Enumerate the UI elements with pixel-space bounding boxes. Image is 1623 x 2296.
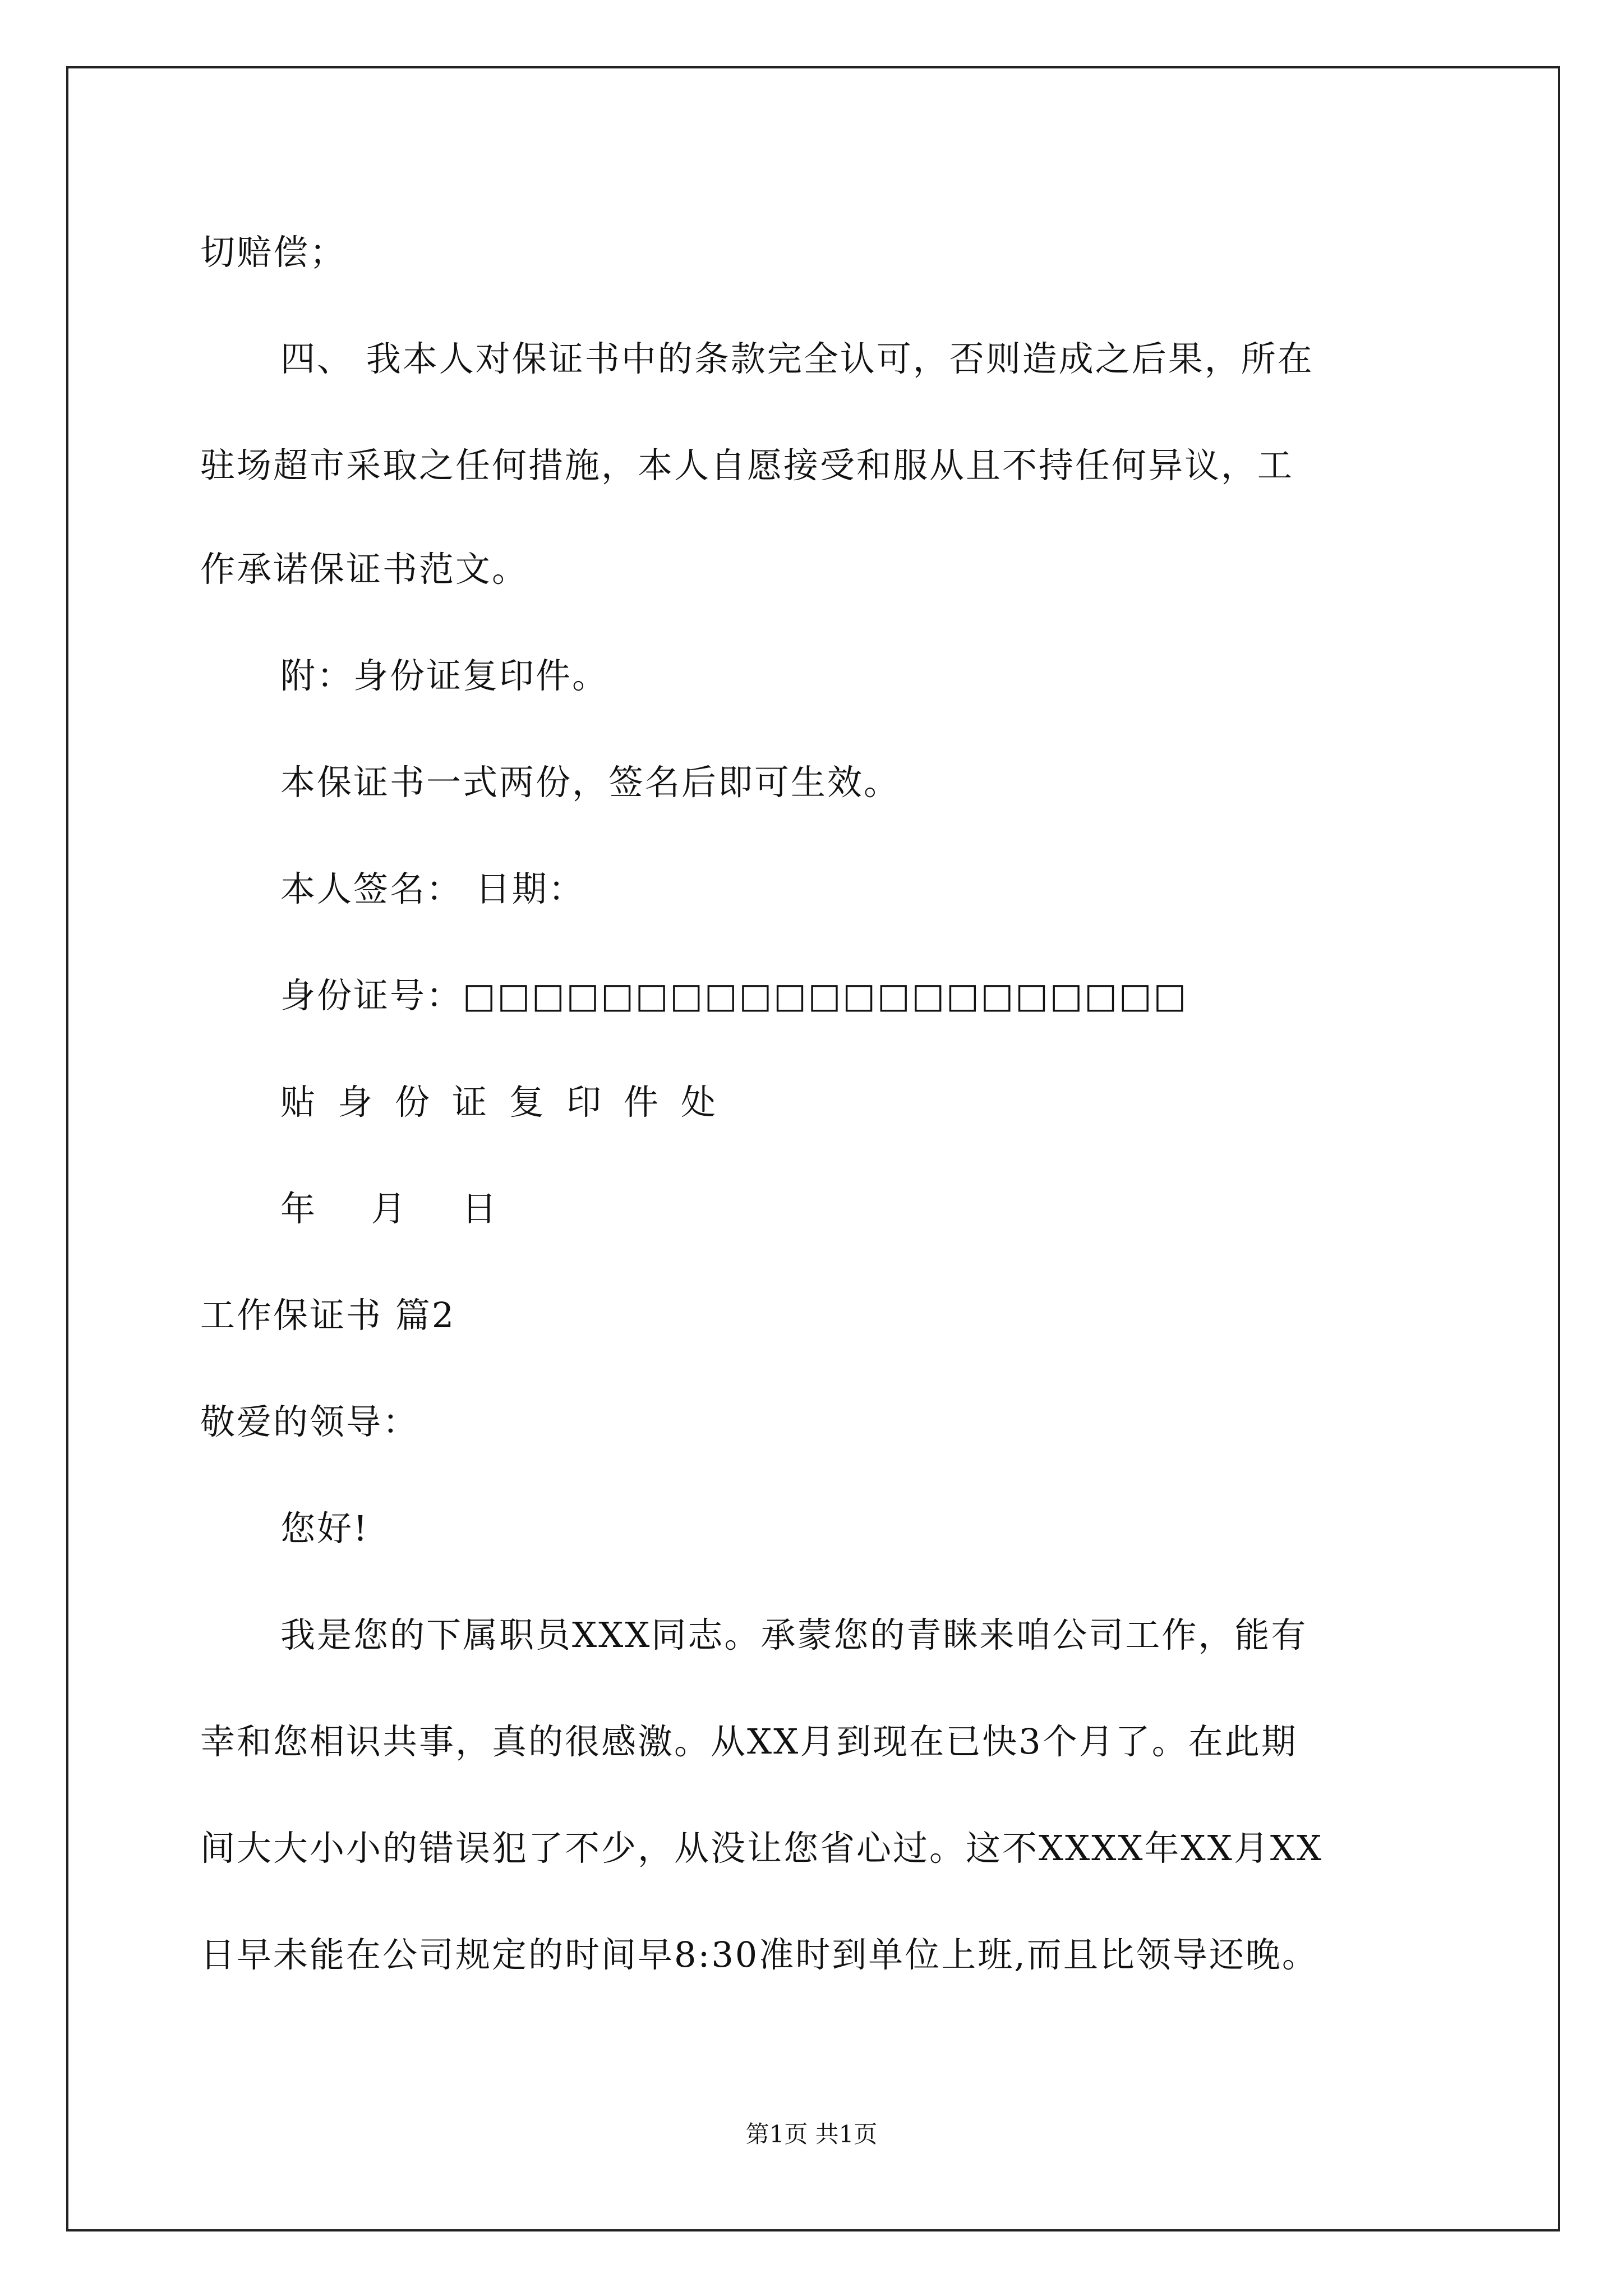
date-placeholder: 年 月 日	[280, 1188, 519, 1229]
text-line-5: 附：身份证复印件。	[280, 655, 609, 696]
text-line-3: 驻场超市采取之任何措施，本人自愿接受和服从且不持任何异议，工	[200, 445, 1294, 486]
salutation: 敬爱的领导：	[200, 1401, 419, 1442]
id-number-line: 身份证号：□□□□□□□□□□□□□□□□□□□□□	[280, 975, 1188, 1016]
text-line-1: 切赔偿；	[200, 232, 347, 273]
text-line-17: 日早未能在公司规定的时间早8:30准时到单位上班,而且比领导还晚。	[200, 1934, 1318, 1975]
greeting: 您好!	[280, 1508, 369, 1549]
text-line-6: 本保证书一式两份，签名后即可生效。	[280, 762, 901, 803]
text-line-14: 我是您的下属职员XXX同志。承蒙您的青睐来咱公司工作，能有	[280, 1614, 1308, 1655]
text-line-2: 四、 我本人对保证书中的条款完全认可，否则造成之后果，所在	[280, 338, 1314, 379]
id-copy-placeholder: 贴身份证复印件处	[280, 1082, 739, 1122]
text-line-4: 作承诺保证书范文。	[200, 549, 529, 590]
signature-date-line: 本人签名： 日期：	[280, 868, 585, 909]
text-line-16: 间大大小小的错误犯了不少，从没让您省心过。这不XXXX年XX月XX	[200, 1828, 1324, 1869]
section-title: 工作保证书 篇2	[200, 1295, 456, 1336]
page-footer: 第1页 共1页	[745, 2120, 878, 2148]
page-border	[66, 66, 1560, 2231]
text-line-15: 幸和您相识共事，真的很感激。从XX月到现在已快3个月了。在此期	[200, 1721, 1298, 1762]
